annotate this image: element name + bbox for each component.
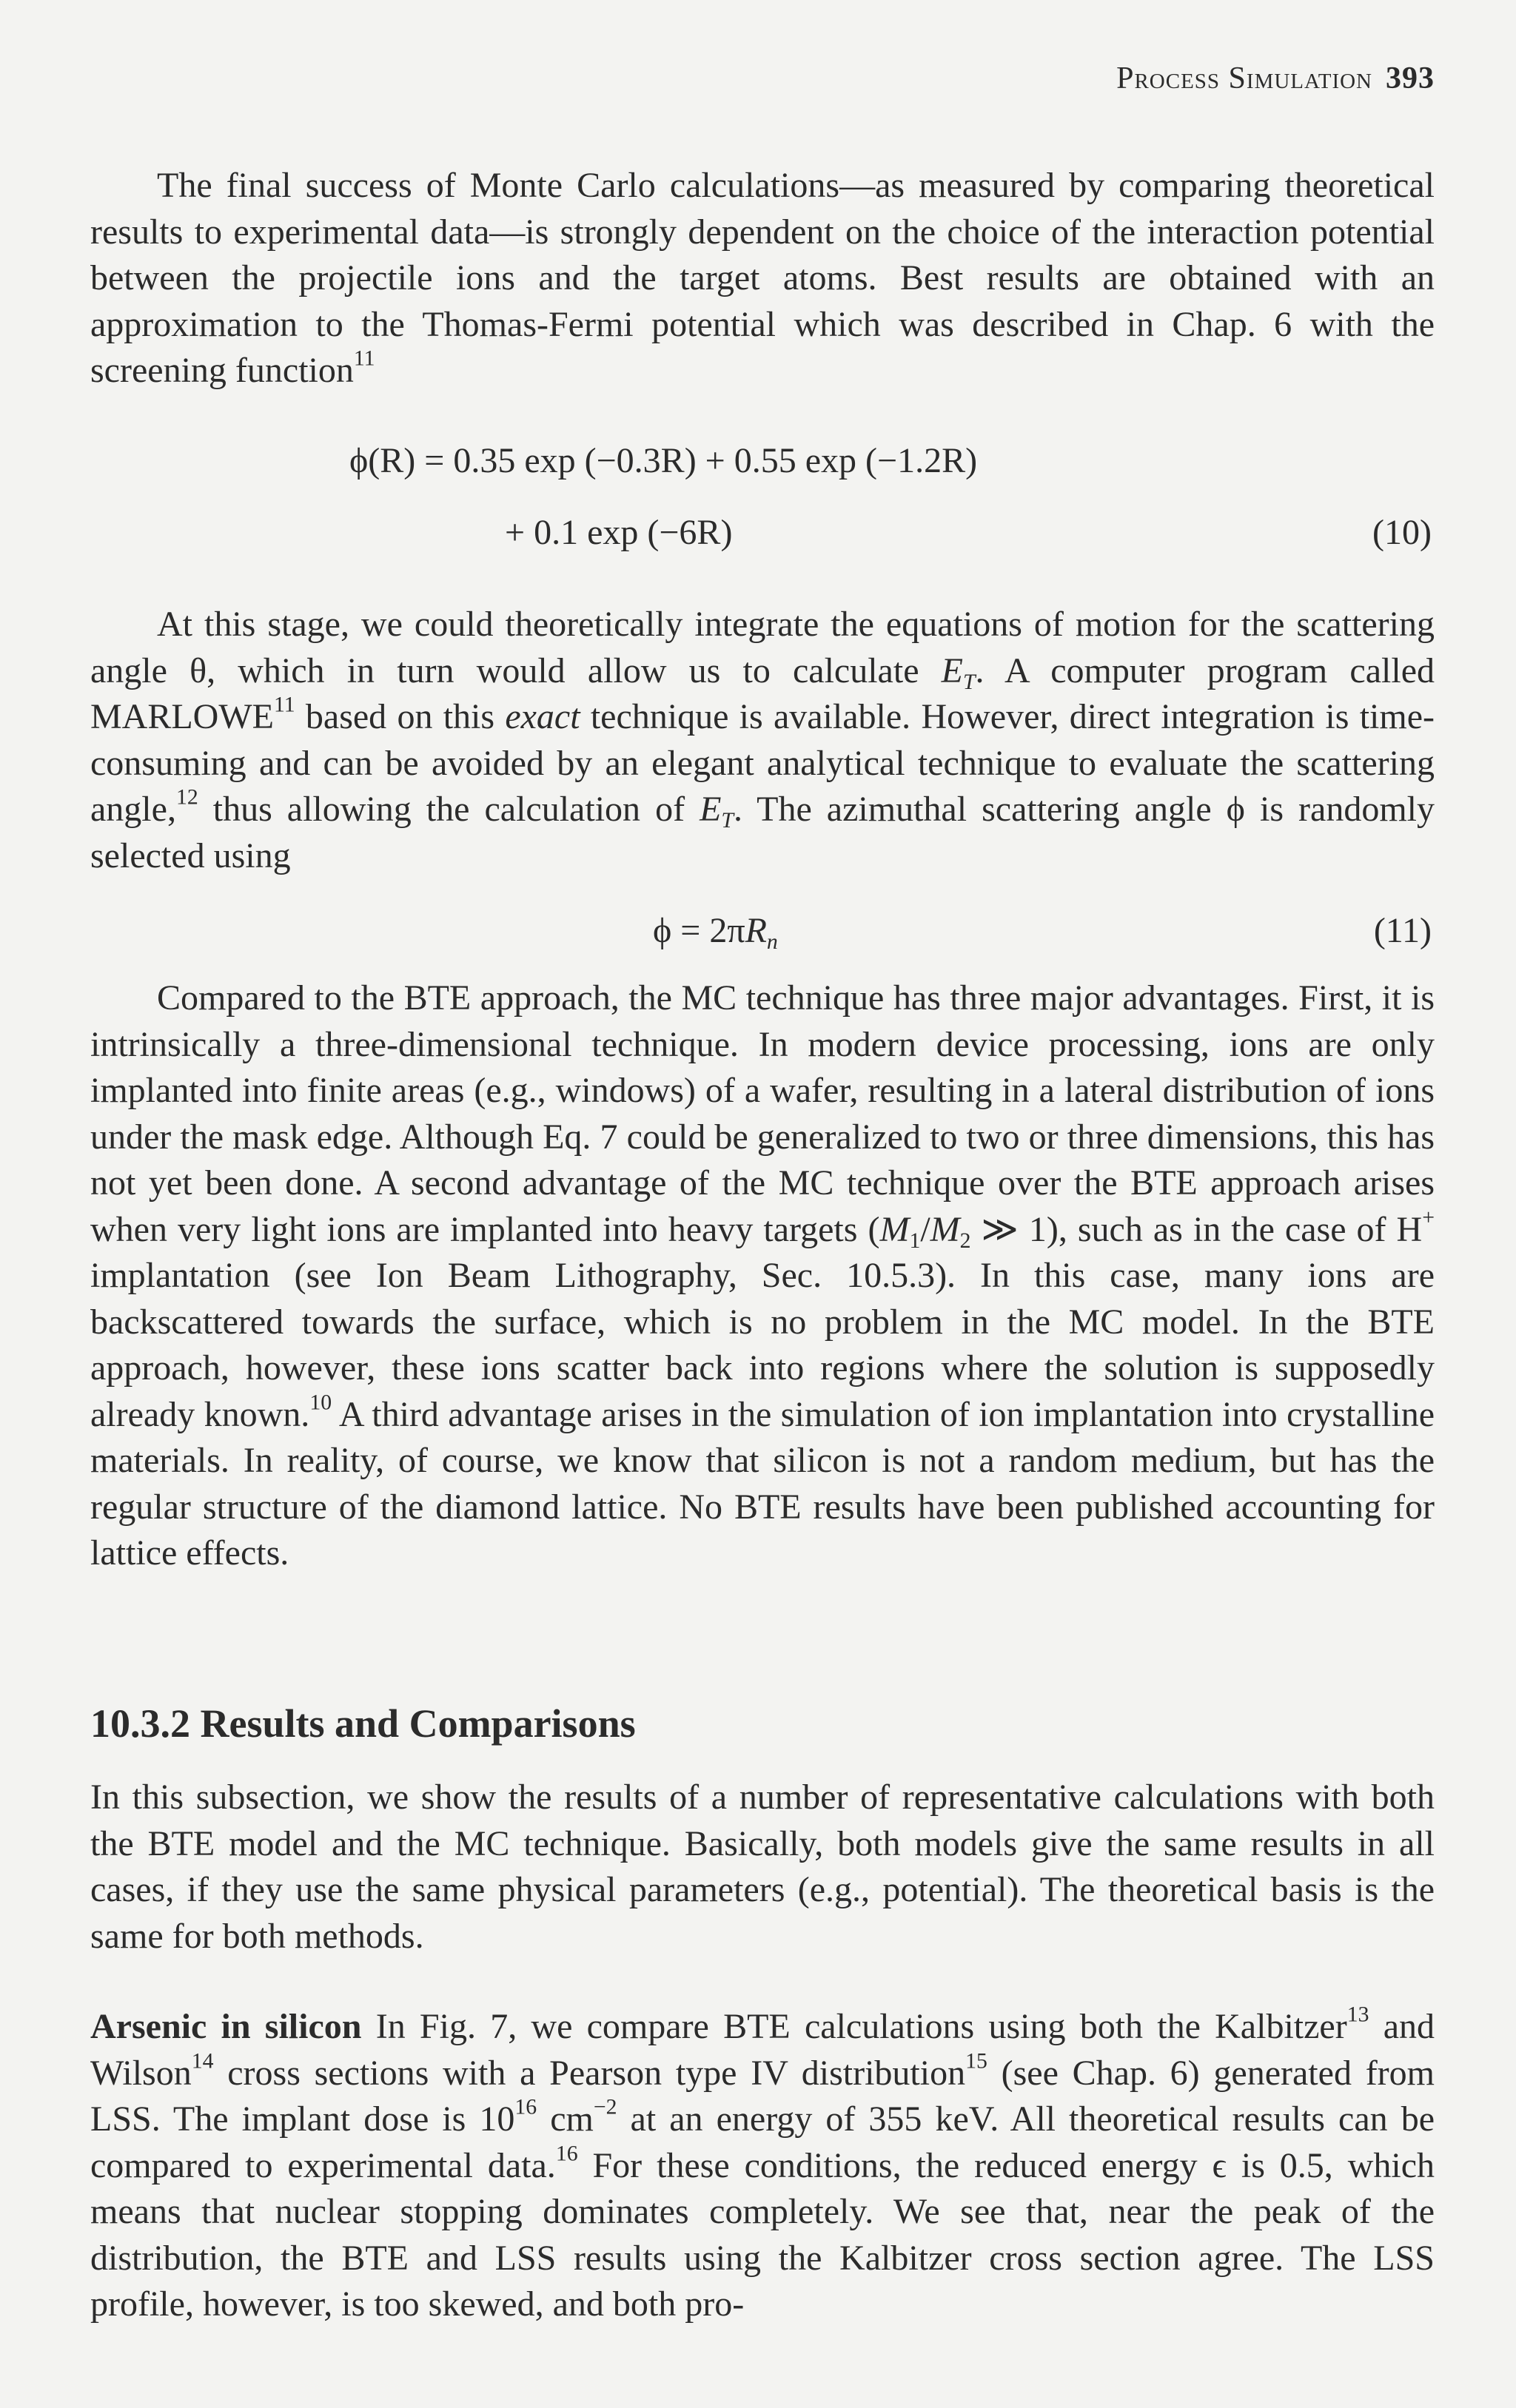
footnote-ref: 12	[175, 784, 198, 810]
running-title: Process Simulation	[1116, 61, 1372, 95]
footnote-ref: 14	[191, 2048, 214, 2074]
paragraph-potential: The final success of Monte Carlo calculations—as measured by comparing theoretical results to experimental data—is strongly dependent on the choice of the interaction potential between the projectile ions and the target atoms. Best results are obtained with an approximation to the Thomas-Fermi potential which was described in Chap. 6 with the screening function$^{11}$	[90, 166, 1435, 390]
section-heading: 10.3.2 Results and Comparisons	[90, 1701, 636, 1746]
footnote-ref: 11	[273, 692, 295, 717]
run-in-heading: Arsenic in silicon	[90, 2007, 362, 2046]
paragraph-integration: At this stage, we could theoretically integrate the equations of motion for the scattering angle θ, which in turn would allow us to calculate $E_T$. A computer program called MARLOWE$^{11}$ based on this exact technique is available. However, direct integration is time-consuming and can be avoided by an elegant analytical technique to evaluate the scattering angle,$^{12}$ thus allowing the calculation of $E_T$. The azimuthal scattering angle ϕ is randomly selected using	[90, 605, 1435, 875]
equation-10-line-2: + 0.1 exp (−6R)	[505, 513, 733, 552]
paragraph-subsection-intro: In this subsection, we show the results of a number of representative calculations with both the BTE model and the MC technique. Basically, both models give the same results in all cases, if they use the same physical parameters (e.g., potential). The theoretical basis is the same for both methods.	[90, 1778, 1435, 1956]
paragraph-advantages: Compared to the BTE approach, the MC technique has three major advantages. First, it is intrinsically a three-dimensional technique. In modern device processing, ions are only implanted into finite areas (e.g., windows) of a wafer, resulting in a lateral distribution of ions under the mask edge. Although Eq. 7 could be generalized to two or three dimensions, this has not yet been done. A second advantage of the MC technique over the BTE approach arises when very light ions are implanted into heavy targets ($M_1/M_2$ ≫ 1), such as in the case of H+ implantation (see Ion Beam Lithography, Sec. 10.5.3). In this case, many ions are backscattered towards the surface, which is no problem in the MC model. In the BTE approach, however, these ions scatter back into regions where the solution is supposedly already known.$^{10}$ A third advantage arises in the simulation of ion implantation into crystalline materials. In reality, of course, we know that silicon is not a random medium, but has the regular structure of the diamond lattice. No BTE results have been published accounting for lattice effects.	[90, 978, 1435, 1573]
footnote-ref: 11	[353, 346, 375, 371]
footnote-ref: 16	[555, 2141, 578, 2166]
footnote-ref: 10	[309, 1390, 332, 1415]
equation-11-number: (11)	[1373, 911, 1432, 950]
paragraph-arsenic-in-silicon: Arsenic in silicon In Fig. 7, we compare BTE calculations using both the Kalbitzer$^{13}$ and Wilson$^{14}$ cross sections with a Pearson type IV distribution$^{15}$ (see Chap. 6) generated from LSS. The implant dose is $10^{16}$ $cm^{-2}$ at an energy of 355 keV. All theoretical results can be compared to experimental data.$^{16}$ For these conditions, the reduced energy ϵ is 0.5, which means that nuclear stopping dominates completely. We see that, near the peak of the distribution, the BTE and LSS results using the Kalbitzer cross section agree. The LSS profile, however, is too skewed, and both pro-	[90, 2002, 1435, 2324]
running-header	[1116, 61, 1435, 96]
page-number: 393	[1386, 61, 1435, 95]
equation-10-line-1: ϕ(R) = 0.35 exp (−0.3R) + 0.55 exp (−1.2R)	[349, 441, 978, 480]
equation-11: $\phi = 2\pi R_n$	[653, 911, 778, 954]
footnote-ref: 15	[965, 2048, 987, 2074]
equation-10-number: (10)	[1372, 513, 1432, 552]
footnote-ref: 13	[1346, 2002, 1369, 2027]
